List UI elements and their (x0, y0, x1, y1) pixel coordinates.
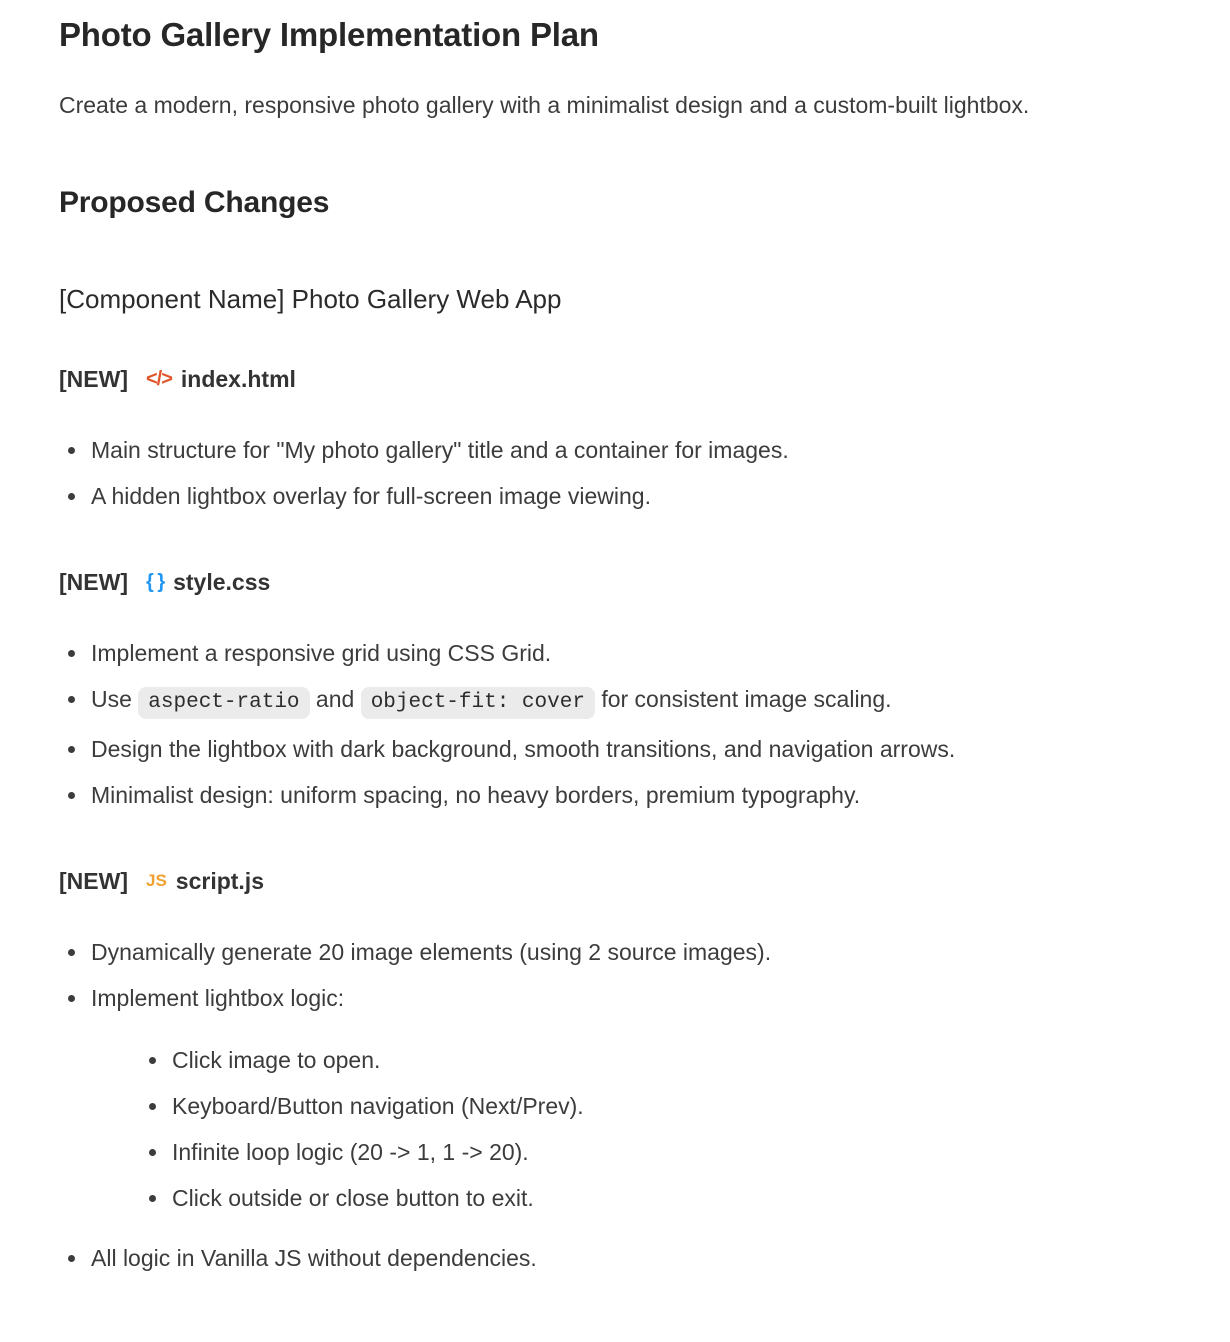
inline-code-chip: aspect-ratio (138, 687, 309, 719)
new-badge: [NEW] (59, 366, 128, 392)
bullet-text: Dynamically generate 20 image elements (using 2 source images). (91, 939, 772, 965)
plan-document (59, 14, 1171, 1281)
bullet-text: and (309, 686, 361, 712)
list-item (91, 630, 1171, 676)
inline-code-chip: object-fit: cover (361, 687, 595, 719)
nested-bullet-list (91, 1037, 1171, 1221)
nested-list-item (172, 1129, 1171, 1175)
bullet-text: Design the lightbox with dark background, smooth transitions, and navigation arrows. (91, 736, 956, 762)
bullet-text: Minimalist design: uniform spacing, no heavy borders, premium typography. (91, 782, 861, 808)
nested-list-item (172, 1037, 1171, 1083)
file-name: style.css (173, 569, 271, 595)
file-heading-index.html (59, 364, 1171, 394)
file-heading-script.js (59, 866, 1171, 896)
file-name: index.html (180, 366, 296, 392)
file-bullet-list (59, 630, 1171, 818)
section-heading-proposed-changes: Proposed Changes (59, 186, 330, 219)
braces-icon: { } (145, 571, 165, 593)
bullet-text: Implement a responsive grid using CSS Grid. (91, 640, 552, 666)
list-item (91, 726, 1171, 772)
bullet-text: A hidden lightbox overlay for full-screen image viewing. (91, 483, 651, 509)
intro-paragraph: Create a modern, responsive photo gallery with a minimalist design and a custom-built lightbox. (59, 92, 1030, 118)
list-item (91, 975, 1171, 1221)
bullet-text: Keyboard/Button navigation (Next/Prev). (172, 1093, 584, 1119)
bullet-text: All logic in Vanilla JS without dependencies. (91, 1245, 537, 1271)
list-item (91, 427, 1171, 473)
file-heading-style.css (59, 567, 1171, 597)
list-item (91, 676, 1171, 726)
page-title: Photo Gallery Implementation Plan (59, 16, 599, 53)
list-item (91, 929, 1171, 975)
bullet-text: Click image to open. (172, 1047, 381, 1073)
list-item (91, 772, 1171, 818)
file-bullet-list (59, 427, 1171, 519)
nested-list-item (172, 1175, 1171, 1221)
file-bullet-list (59, 929, 1171, 1281)
code-icon: </> (145, 368, 172, 390)
new-badge: [NEW] (59, 868, 128, 894)
file-name: script.js (175, 868, 264, 894)
bullet-text: Main structure for "My photo gallery" title and a container for images. (91, 437, 789, 463)
js-icon: JS (145, 871, 167, 890)
list-item (91, 473, 1171, 519)
bullet-text: Click outside or close button to exit. (172, 1185, 534, 1211)
list-item (91, 1235, 1171, 1281)
component-heading: [Component Name] Photo Gallery Web App (59, 284, 562, 314)
file-sections (59, 364, 1171, 1281)
bullet-text: Implement lightbox logic: (91, 985, 345, 1011)
new-badge: [NEW] (59, 569, 128, 595)
bullet-text: Use (91, 686, 139, 712)
bullet-text: for consistent image scaling. (594, 686, 892, 712)
nested-list-item (172, 1083, 1171, 1129)
bullet-text: Infinite loop logic (20 -> 1, 1 -> 20). (172, 1139, 529, 1165)
